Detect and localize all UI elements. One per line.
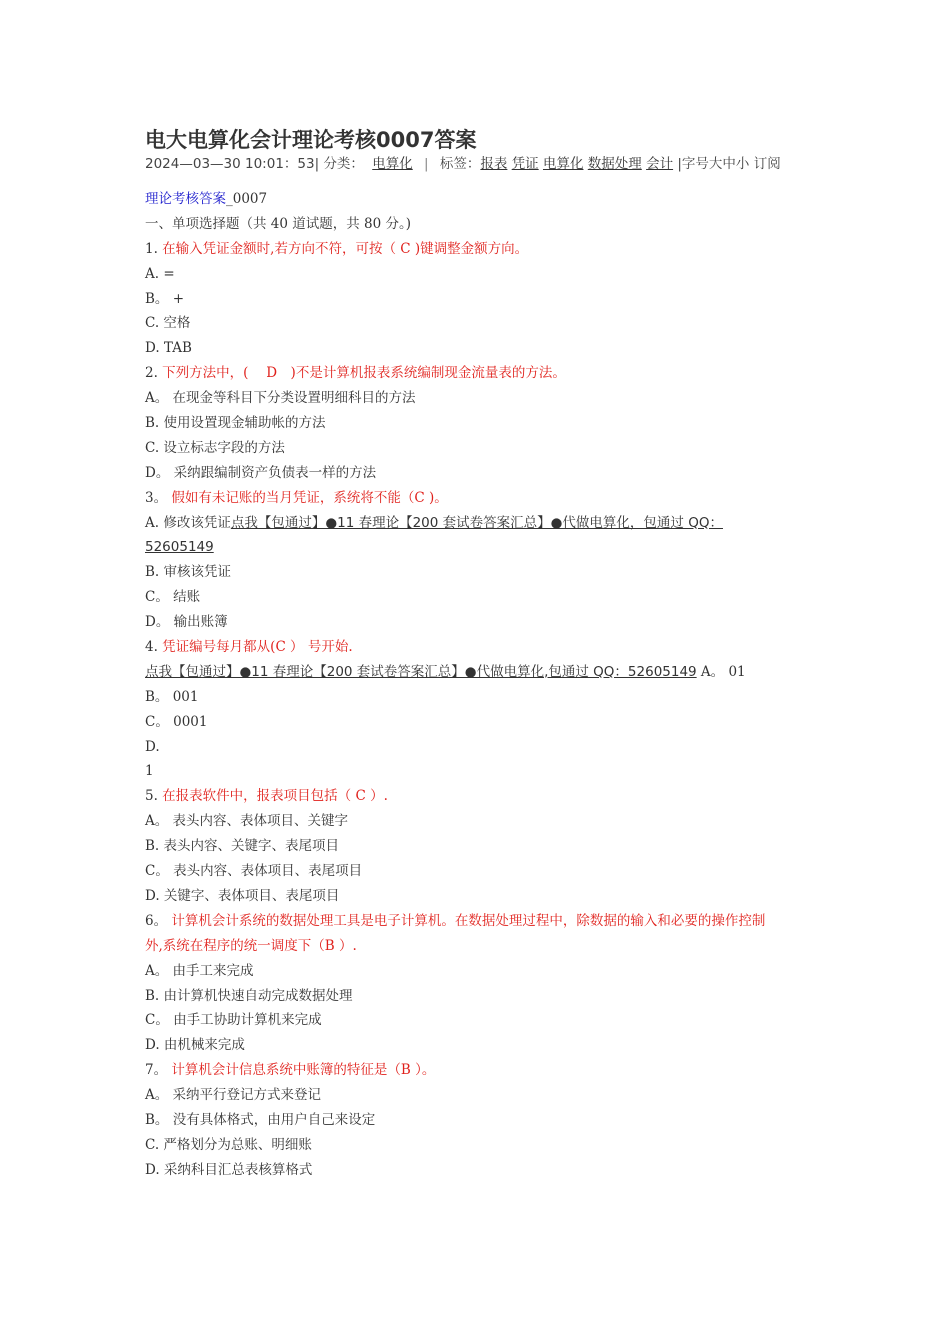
- q6-option-b: B. 由计算机快速自动完成数据处理: [145, 987, 353, 1004]
- q1-option-c: C. 空格: [145, 315, 191, 332]
- category-link[interactable]: 电算化: [372, 156, 413, 172]
- meta-separator: |: [424, 156, 429, 172]
- tag-link-report[interactable]: 报表: [480, 156, 508, 172]
- tag-link-computerization[interactable]: 电算化: [542, 156, 584, 172]
- q6-option-d: D. 由机械来完成: [145, 1037, 245, 1054]
- q6-option-a: A。 由手工来完成: [145, 962, 254, 979]
- q4-option-d: D.: [145, 738, 160, 755]
- tag-link-accounting[interactable]: 会计: [646, 156, 674, 172]
- q6-option-c: C。 由手工协助计算机来完成: [145, 1012, 322, 1029]
- question-1: 1. 在输入凭证金额时,若方向不符，可按（ C )键调整金额方向。: [145, 240, 529, 257]
- article-meta: [145, 152, 781, 172]
- tags-label: 标签：: [439, 156, 481, 172]
- tag-link-voucher[interactable]: 凭证: [511, 156, 539, 172]
- q7-option-a: A。 采纳平行登记方式来登记: [145, 1087, 322, 1104]
- q3-option-d: D。 输出账簿: [145, 614, 228, 631]
- question-7: 7。 计算机会计信息系统中账簿的特征是（B ）。: [145, 1062, 436, 1079]
- q1-option-b: B。 +: [145, 290, 185, 307]
- question-4: 4. 凭证编号每月都从(C ） 号开始.: [145, 639, 353, 656]
- font-size-subscribe: |字号大中小 订阅: [677, 156, 781, 172]
- section-heading: 一、单项选择题（共 40 道试题，共 80 分。): [145, 215, 412, 232]
- q5-option-b: B. 表头内容、关键字、表尾项目: [145, 838, 340, 855]
- q2-option-b: B. 使用设置现金辅助帐的方法: [145, 415, 326, 432]
- article-title: 电大电算化会计理论考核0007答案: [145, 128, 477, 152]
- answer-heading-link[interactable]: 理论考核答案: [145, 191, 226, 207]
- q7-option-d: D. 采纳科目汇总表核算格式: [145, 1161, 313, 1178]
- q5-option-a: A。 表头内容、表体项目、关键字: [145, 813, 349, 830]
- q3-option-b: B. 审核该凭证: [145, 564, 232, 581]
- q3-option-a: A. 修改该凭证点我【包通过】●11 春理论【200 套试卷答案汇总】●代做电算化，包通过 QQ：: [145, 514, 723, 531]
- q1-option-d: D. TAB: [145, 340, 192, 357]
- question-2: 2. 下列方法中，( D )不是计算机报表系统编制现金流量表的方法。: [145, 365, 566, 382]
- q1-option-a: A. =: [145, 265, 175, 282]
- q4-option-c: C。 0001: [145, 713, 208, 730]
- question-6: 6。 计算机会计系统的数据处理工具是电子计算机。在数据处理过程中，除数据的输入和必要的操作控制: [145, 912, 766, 929]
- category-label: 分类：: [323, 156, 364, 172]
- question-3: 3。 假如有未记账的当月凭证，系统将不能（C )。: [145, 489, 448, 506]
- q7-option-c: C. 严格划分为总账、明细账: [145, 1136, 312, 1153]
- q2-option-d: D。 采纳跟编制资产负债表一样的方法: [145, 464, 377, 481]
- promo-link[interactable]: 点我【包通过】●11 春理论【200 套试卷答案汇总】●代做电算化，包通过 QQ：: [230, 514, 723, 531]
- post-date: 2024—03—30 10:01：53|: [145, 156, 320, 172]
- q2-option-c: C. 设立标志字段的方法: [145, 439, 285, 456]
- q4-option-b: B。 001: [145, 688, 199, 705]
- q5-option-c: C。 表头内容、表体项目、表尾项目: [145, 863, 363, 880]
- promo-link-2[interactable]: 点我【包通过】●11 春理论【200 套试卷答案汇总】●代做电算化,包通过 QQ：52605149: [145, 663, 697, 680]
- q2-option-a: A。 在现金等科目下分类设置明细科目的方法: [145, 390, 416, 407]
- promo-link-qq[interactable]: 52605149: [145, 539, 214, 556]
- tag-link-data-processing[interactable]: 数据处理: [587, 156, 642, 172]
- article-body: [145, 187, 815, 1183]
- q7-option-b: B。 没有具体格式，由用户自己来设定: [145, 1111, 376, 1128]
- question-5: 5. 在报表软件中，报表项目包括（ C ）.: [145, 788, 388, 805]
- q5-option-d: D. 关键字、表体项目、表尾项目: [145, 887, 340, 904]
- q4-option-d-value: 1: [145, 763, 154, 780]
- q3-option-c: C。 结账: [145, 589, 201, 606]
- answer-heading-suffix: _0007: [226, 191, 268, 207]
- question-6-cont: 外,系统在程序的统一调度下（B ）.: [145, 937, 357, 954]
- q4-option-a: 点我【包通过】●11 春理论【200 套试卷答案汇总】●代做电算化,包通过 QQ：52605149 A。 01: [145, 663, 746, 680]
